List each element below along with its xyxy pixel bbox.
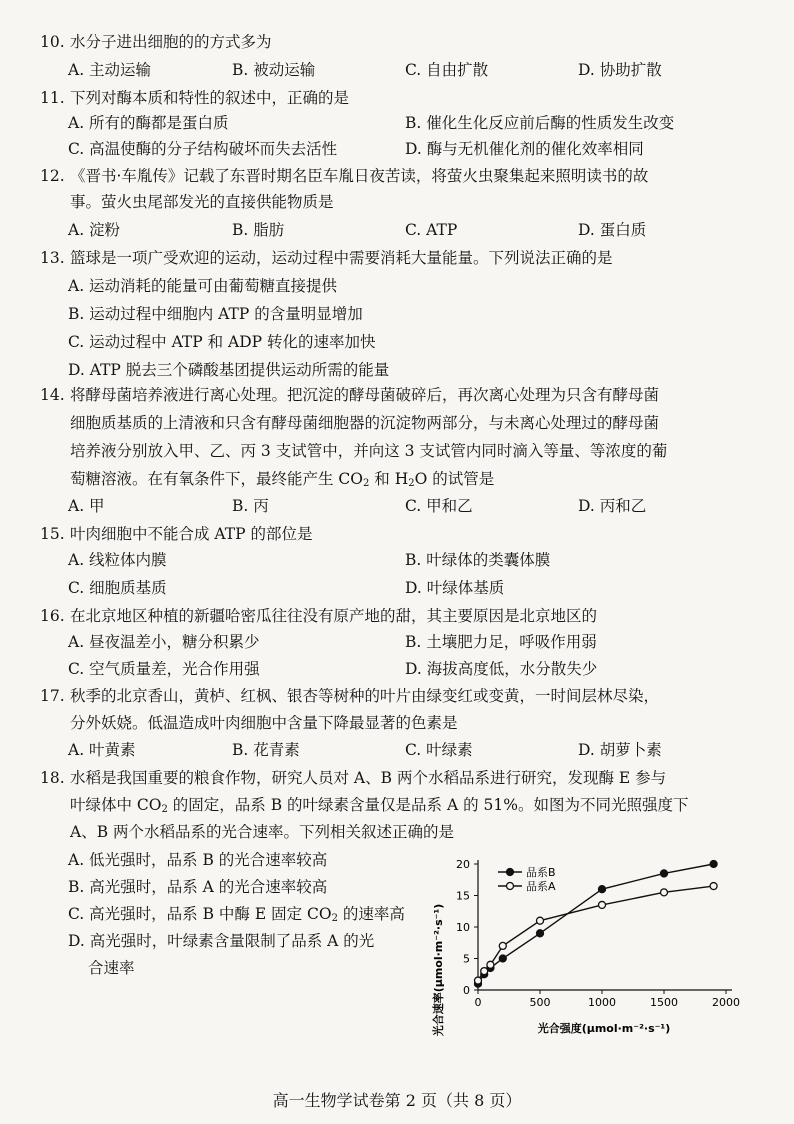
option-c: C. 空气质量差，光合作用强 [68, 660, 260, 678]
question-number: 13. [40, 249, 65, 267]
option-d: D. 酶与无机催化剂的催化效率相同 [405, 140, 644, 158]
data-point-a [661, 889, 668, 896]
data-point-b [599, 886, 606, 893]
question-18 [40, 768, 666, 788]
option-a: A. 昼夜温差小，糖分积累少 [68, 633, 260, 651]
question-number: 14. [40, 386, 65, 404]
option-a: A. 线粒体内膜 [68, 551, 167, 569]
option-c: C. 甲和乙 [405, 497, 473, 515]
option-b: B. 运动过程中细胞内 ATP 的含量明显增加 [68, 305, 363, 323]
legend-marker [507, 883, 514, 890]
subscript: 2 [363, 478, 370, 489]
option-a: A. 运动消耗的能量可由葡萄糖直接提供 [68, 277, 338, 295]
option-c: C. 细胞质基质 [68, 579, 167, 597]
stem-text: 萄糖溶液。在有氧条件下，最终能产生 CO [70, 470, 363, 488]
option-d: D. 协助扩散 [578, 61, 662, 79]
data-point-a [537, 917, 544, 924]
y-tick-label: 5 [463, 952, 470, 966]
x-tick-label: 500 [529, 996, 551, 1009]
question-number: 17. [40, 687, 65, 705]
option-b: B. 叶绿体的类囊体膜 [405, 551, 551, 569]
question-16 [40, 606, 597, 626]
option-text: C. 高光强时，品系 B 中酶 E 固定 CO [68, 905, 332, 923]
option-d: D. 海拔高度低，水分散失少 [405, 660, 598, 678]
subscript: 2 [331, 913, 338, 924]
stem-text: 的固定，品系 B 的叶绿素含量仅是品系 A 的 51%。如图为不同光照强度下 [167, 796, 689, 814]
legend-label: 品系A [526, 880, 556, 893]
subscript: 2 [161, 804, 168, 815]
page-footer: 高一生物学试卷第 2 页（共 8 页） [272, 1091, 522, 1110]
y-tick-label: 10 [456, 921, 470, 934]
stem-text: 和 H [369, 470, 409, 488]
stem-text: O 的试管是 [414, 470, 495, 488]
question-stem: 下列对酶本质和特性的叙述中，正确的是 [70, 89, 350, 107]
series-line-b [478, 864, 714, 984]
option-a: A. 所有的酶都是蛋白质 [68, 114, 229, 132]
question-12 [40, 166, 648, 186]
question-14 [40, 385, 659, 405]
question-number: 10. [40, 33, 65, 51]
option-b: B. 土壤肥力足，呼吸作用弱 [405, 633, 597, 651]
option-d: D. ATP 脱去三个磷酸基团提供运动所需的能量 [68, 361, 390, 379]
question-number: 12. [40, 167, 65, 185]
option-b: B. 催化生化反应前后酶的性质发生改变 [405, 114, 675, 132]
question-stem-line1: 《晋书·车胤传》记载了东晋时期名臣车胤日夜苦读，将萤火虫聚集起来照明读书的故 [70, 167, 649, 185]
question-number: 16. [40, 607, 65, 625]
data-point-b [661, 870, 668, 877]
legend-label: 品系B [526, 866, 556, 879]
data-point-a [499, 942, 506, 949]
x-tick-label: 2000 [712, 996, 740, 1009]
stem-text: 叶绿体中 CO [70, 796, 162, 814]
data-point-a [599, 901, 606, 908]
question-stem: 篮球是一项广受欢迎的运动，运动过程中需要消耗大量能量。下列说法正确的是 [70, 249, 613, 267]
option-b: B. 被动运输 [232, 61, 316, 79]
question-stem-line2: 事。萤火虫尾部发光的直接供能物质是 [70, 193, 334, 211]
option-d: D. 高光强时，叶绿素含量限制了品系 A 的光 [68, 932, 375, 950]
data-point-b [537, 930, 544, 937]
option-d: D. 胡萝卜素 [578, 741, 662, 759]
option-d-cont: 合速率 [88, 959, 135, 977]
x-tick-label: 0 [474, 996, 482, 1009]
y-tick-label: 15 [456, 889, 470, 903]
option-c: C. 高温使酶的分子结构破坏而失去活性 [68, 140, 338, 158]
question-15 [40, 524, 312, 544]
data-point-a [481, 968, 488, 975]
question-10 [40, 32, 272, 52]
question-stem: 在北京地区种植的新疆哈密瓜往往没有原产地的甜，其主要原因是北京地区的 [70, 607, 598, 625]
question-stem-line1: 秋季的北京香山，黄栌、红枫、银杏等树种的叶片由绿变红或变黄，一时间层林尽染， [70, 687, 660, 705]
option-b: B. 花青素 [232, 741, 300, 759]
option-b: B. 脂肪 [232, 221, 285, 239]
option-d: D. 蛋白质 [578, 221, 647, 239]
option-a: A. 叶黄素 [68, 741, 136, 759]
data-point-b [710, 861, 717, 868]
x-tick-label: 1000 [588, 996, 616, 1009]
x-tick-label: 1500 [650, 996, 678, 1009]
option-b: B. 丙 [232, 497, 269, 515]
y-tick-label: 20 [456, 858, 470, 871]
photosynthesis-chart [426, 852, 756, 1042]
question-stem-line4 [70, 469, 494, 494]
option-a: A. 甲 [68, 497, 105, 515]
question-stem-line2: 细胞质基质的上清液和只含有酵母菌细胞器的沉淀物两部分，与未离心处理过的酵母菌 [70, 414, 660, 432]
data-point-a [487, 961, 494, 968]
option-c [68, 904, 405, 929]
option-c: C. 运动过程中 ATP 和 ADP 转化的速率加快 [68, 333, 376, 351]
question-stem-line2: 分外妖娆。低温造成叶肉细胞中含量下降最显著的色素是 [70, 714, 458, 732]
question-stem-line3: A、B 两个水稻品系的光合速率。下列相关叙述正确的是 [70, 823, 455, 841]
option-c: C. 自由扩散 [405, 61, 489, 79]
option-b: B. 高光强时，品系 A 的光合速率较高 [68, 878, 328, 896]
question-number: 11. [40, 89, 65, 107]
question-stem: 水分子进出细胞的的方式多为 [70, 33, 272, 51]
data-point-b [499, 955, 506, 962]
legend-marker [507, 869, 514, 876]
option-c: C. 叶绿素 [405, 741, 473, 759]
question-11 [40, 88, 349, 108]
question-number: 15. [40, 525, 65, 543]
option-text: 的速率高 [337, 905, 405, 923]
question-stem: 叶肉细胞中不能合成 ATP 的部位是 [70, 525, 313, 543]
y-axis-label: 光合速率(μmol·m⁻²·s⁻¹) [432, 903, 445, 1037]
question-number: 18. [40, 769, 65, 787]
data-point-a [475, 977, 482, 984]
question-stem-line1: 水稻是我国重要的粮食作物，研究人员对 A、B 两个水稻品系进行研究，发现酶 E 参与 [70, 769, 667, 787]
question-17 [40, 686, 659, 706]
question-stem-line1: 将酵母菌培养液进行离心处理。把沉淀的酵母菌破碎后，再次离心处理为只含有酵母菌 [70, 386, 660, 404]
data-point-a [710, 883, 717, 890]
option-a: A. 主动运输 [68, 61, 152, 79]
x-axis-label: 光合强度(μmol·m⁻²·s⁻¹) [537, 1022, 671, 1035]
question-stem-line2 [70, 795, 688, 820]
question-stem-line3: 培养液分别放入甲、乙、丙 3 支试管中，并向这 3 支试管内同时滴入等量、等浓度的葡 [70, 442, 668, 460]
option-a: A. 淀粉 [68, 221, 121, 239]
option-c: C. ATP [405, 221, 458, 239]
option-a: A. 低光强时，品系 B 的光合速率较高 [68, 851, 328, 869]
series-line-a [478, 886, 714, 981]
option-d: D. 叶绿体基质 [405, 579, 505, 597]
subscript: 2 [408, 478, 415, 489]
option-d: D. 丙和乙 [578, 497, 647, 515]
question-13 [40, 248, 613, 268]
y-tick-label: 0 [463, 984, 470, 997]
